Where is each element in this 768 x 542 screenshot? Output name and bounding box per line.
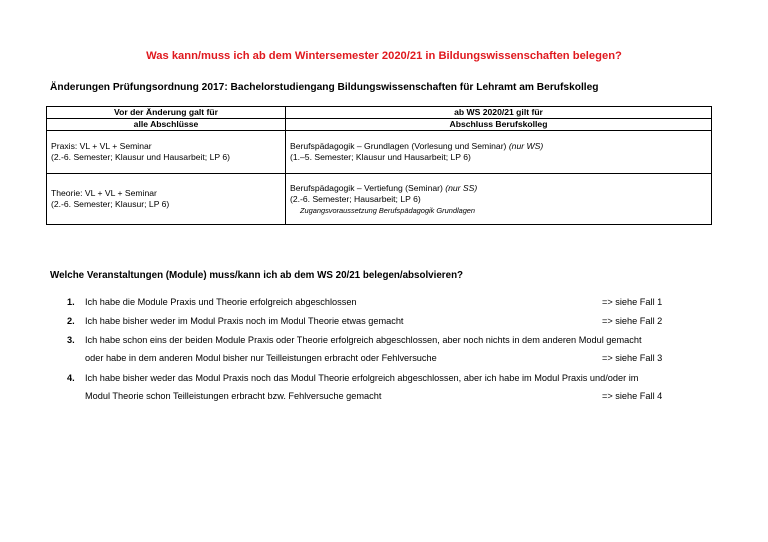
comparison-table — [46, 106, 712, 225]
header-before: Vor der Änderung galt für — [47, 107, 286, 119]
list-item-reference: => siehe Fall 3 — [602, 353, 663, 363]
list-item-text: oder habe in dem anderen Modul bisher nur Teilleistungen erbracht oder Fehlversuche — [85, 353, 437, 363]
list-item-reference: => siehe Fall 2 — [602, 316, 663, 326]
cell-small-note: Zugangsvoraussetzung Berufspädagogik Grundlagen — [300, 205, 476, 215]
cell-line: (2.-6. Semester; Klausur; LP 6) — [51, 199, 170, 209]
table-header-row — [47, 107, 712, 119]
subheader-before: alle Abschlüsse — [47, 119, 286, 131]
cell-line: Berufspädagogik – Vertiefung (Seminar) — [290, 182, 443, 193]
list-item-number: 1. — [67, 297, 75, 307]
list-item-text: Ich habe bisher weder im Modul Praxis noch im Modul Theorie etwas gemacht — [85, 316, 404, 326]
list-item-number: 4. — [67, 373, 75, 383]
list-item-reference: => siehe Fall 4 — [602, 391, 663, 401]
page-title: Was kann/muss ich ab dem Wintersemester 2020/21 in Bildungswissenschaften belegen? — [146, 50, 622, 62]
cell-note: (nur SS) — [445, 182, 478, 193]
table-subheader-row — [47, 119, 712, 131]
cell-before-theorie — [47, 174, 286, 225]
list-item-text: Ich habe bisher weder das Modul Praxis noch das Modul Theorie erfolgreich abgeschlossen, aber ich habe im Modul Praxis und/oder im — [85, 373, 639, 383]
section-heading-question: Welche Veranstaltungen (Module) muss/kann ich ab dem WS 20/21 belegen/absolvieren? — [50, 270, 464, 281]
cell-line: (2.-6. Semester; Hausarbeit; LP 6) — [290, 193, 421, 204]
cell-line: (1.–5. Semester; Klausur und Hausarbeit; LP 6) — [290, 152, 471, 162]
list-item-reference: => siehe Fall 1 — [602, 297, 663, 307]
cell-before-praxis — [47, 131, 286, 174]
table-row — [47, 174, 712, 225]
table-row — [47, 131, 712, 174]
header-after: ab WS 2020/21 gilt für — [286, 107, 712, 119]
cell-after-vertiefung — [286, 174, 712, 225]
section-heading-changes: Änderungen Prüfungsordnung 2017: Bachelorstudiengang Bildungswissenschaften für Lehramt am Berufskolleg — [50, 82, 599, 93]
subheader-after: Abschluss Berufskolleg — [286, 119, 712, 131]
list-item-text: Ich habe die Module Praxis und Theorie erfolgreich abgeschlossen — [85, 297, 357, 307]
list-item-number: 2. — [67, 316, 75, 326]
cell-note: (nur WS) — [508, 141, 544, 151]
list-item-number: 3. — [67, 335, 75, 345]
cell-line: Praxis: VL + VL + Seminar — [51, 141, 152, 151]
cell-after-grundlagen — [286, 131, 712, 174]
cell-line: Theorie: VL + VL + Seminar — [51, 188, 157, 198]
cell-line: (2.-6. Semester; Klausur und Hausarbeit; LP 6) — [51, 152, 230, 162]
list-item-text: Modul Theorie schon Teilleistungen erbracht bzw. Fehlversuche gemacht — [85, 391, 382, 401]
cell-line: Berufspädagogik – Grundlagen (Vorlesung und Seminar) — [290, 141, 507, 151]
list-item-text: Ich habe schon eins der beiden Module Praxis oder Theorie erfolgreich abgeschlossen, aber noch nichts in dem anderen Modul gemacht — [85, 335, 642, 345]
